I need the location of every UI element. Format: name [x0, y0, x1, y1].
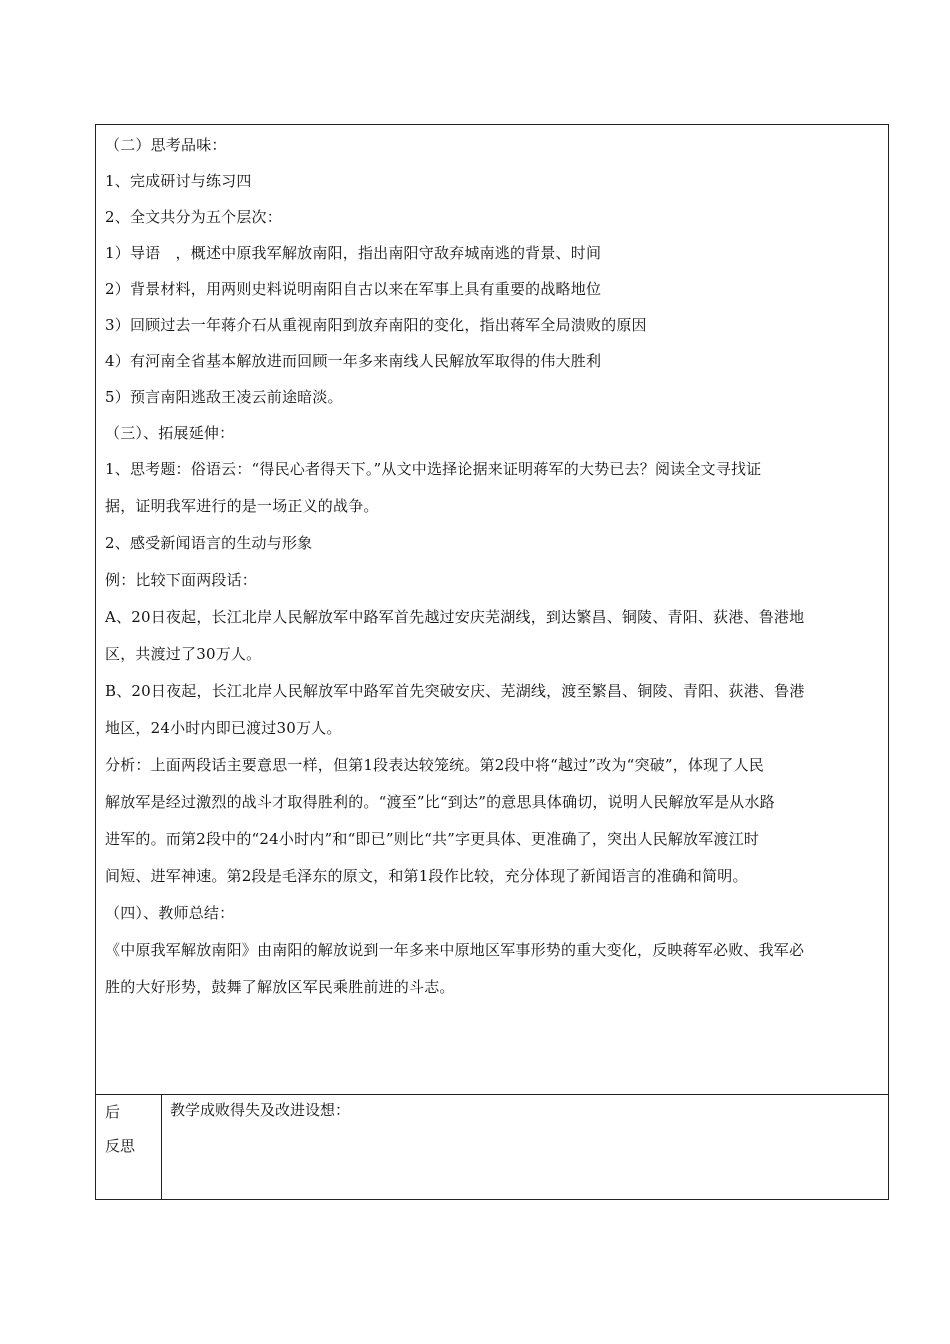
text-line: 地区，24小时内即已渡过30万人。 [105, 719, 342, 737]
text-line: 1）导语 ，概述中原我军解放南阳，指出南阳守敌弃城南逃的背景、时间 [105, 244, 602, 262]
text-line: （二）思考品味： [105, 136, 227, 154]
text-line: 2、感受新闻语言的生动与形象 [105, 534, 313, 552]
lesson-table [95, 124, 889, 1200]
text-line: 2）背景材料，用两则史料说明南阳自古以来在军事上具有重要的战略地位 [105, 280, 602, 298]
text-line: 1、思考题：俗语云：“得民心者得天下。”从文中选择论据来证明蒋军的大势已去？阅读全文寻找证 [105, 460, 762, 478]
text-line: 据，证明我军进行的是一场正义的战争。 [105, 497, 379, 515]
lesson-content-cell [96, 125, 888, 1095]
text-line: 例：比较下面两段话： [105, 571, 258, 589]
text-line: （四）、教师总结： [105, 904, 235, 922]
reflection-content-cell [162, 1095, 888, 1199]
text-line: 1、完成研讨与练习四 [105, 172, 252, 190]
reflection-label-cell [96, 1095, 162, 1199]
text-line: 间短、进军神速。第2段是毛泽东的原文，和第1段作比较，充分体现了新闻语言的准确和简明。 [105, 867, 748, 885]
text-line: 《中原我军解放南阳》由南阳的解放说到一年多来中原地区军事形势的重大变化，反映蒋军必败、我军必 [105, 941, 805, 959]
lesson-text-block [105, 127, 883, 1006]
text-line: 解放军是经过激烈的战斗才取得胜利的。“渡至”比“到达”的意思具体确切，说明人民解放军是从水路 [105, 793, 775, 811]
text-line: 分析：上面两段话主要意思一样，但第1段表达较笼统。第2段中将“越过”改为“突破”，体现了人民 [105, 756, 764, 774]
reflection-label-line2: 反思 [105, 1137, 136, 1155]
reflection-row [96, 1095, 888, 1199]
text-line: 2、全文共分为五个层次： [105, 208, 282, 226]
text-line: 5）预言南阳逃敌王凌云前途暗淡。 [105, 388, 343, 406]
text-line: 区，共渡过了30万人。 [105, 645, 262, 663]
text-line: （三）、拓展延伸： [105, 424, 235, 442]
text-line: 4）有河南全省基本解放进而回顾一年多来南线人民解放军取得的伟大胜利 [105, 352, 602, 370]
text-line: 进军的。而第2段中的“24小时内”和“即已”则比“共”字更具体、更准确了，突出人民解放军渡江时 [105, 830, 760, 848]
reflection-label-line1: 后 [105, 1103, 121, 1121]
text-line: 胜的大好形势，鼓舞了解放区军民乘胜前进的斗志。 [105, 978, 455, 996]
reflection-prompt: 教学成败得失及改进设想： [170, 1101, 351, 1119]
text-line: A、20日夜起，长江北岸人民解放军中路军首先越过安庆芜湖线，到达繁昌、铜陵、青阳、荻港、鲁港地 [105, 608, 805, 626]
text-line: B、20日夜起，长江北岸人民解放军中路军首先突破安庆、芜湖线，渡至繁昌、铜陵、青阳、荻港、鲁港 [105, 682, 805, 700]
text-line: 3）回顾过去一年蒋介石从重视南阳到放弃南阳的变化，指出蒋军全局溃败的原因 [105, 316, 647, 334]
